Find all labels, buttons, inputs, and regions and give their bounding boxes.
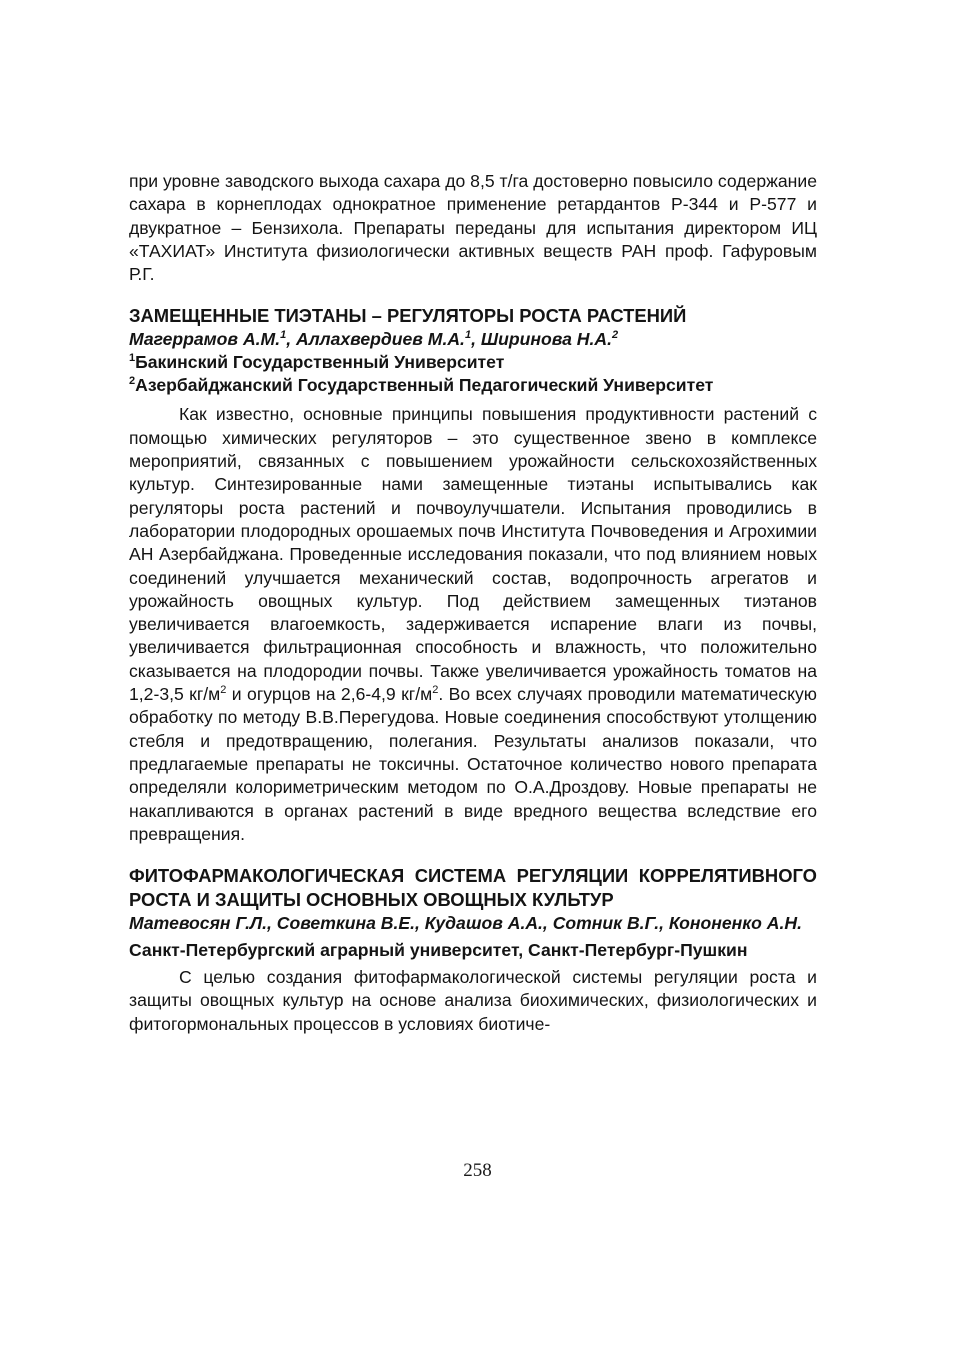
author-sep: , [286,329,296,350]
superscript: 2 [432,684,439,697]
article1-affiliation-1 [129,351,817,374]
article1-affiliation-2 [129,374,817,397]
article1-title: ЗАМЕЩЕННЫЕ ТИЭТАНЫ – РЕГУЛЯТОРЫ РОСТА РАСТЕНИЙ [129,305,687,327]
article2-authors: Матевосян Г.Л., Советкина В.Е., Кудашов А.А., Сотник В.Г., Кононенко А.Н. [129,913,802,934]
superscript: 2 [220,684,227,697]
article1-authors [129,328,817,351]
affiliation-sup: 1 [129,352,136,365]
body-text: и огурцов на 2,6-4,9 кг/м [226,684,433,705]
author-sep: , [471,329,481,350]
page-number: 258 [463,1160,492,1181]
body-text: . Во всех случаях проводили математическую обработку по методу В.В.Перегудова. Новые соединения способствуют утолщению стебля и предотвращению, полегания. Результаты анализов показали, что предлагаемые препараты не токсичны. Остаточное количество нового препарата определяли колориметрическим методом по О.А.Дроздову. Новые препараты не накапливаются в органах растений в виде вредного вещества вследствие его превращения. [129,684,817,844]
author-sup: 1 [464,329,472,342]
author-name: Аллахвердиев М.А. [296,329,465,350]
intro-paragraph: при уровне заводского выхода сахара до 8,5 т/га достоверно повысило содержание сахара в корнеплодах однократное применение ретардантов Р-344 и Р-577 и двукратное – Бензихола. Препараты переданы для испытания директором ИЦ «ТАХИАТ» Института физиологически активных веществ РАН проф. Гафуровым Р.Г. [129,171,817,285]
author-name: Магеррамов А.М. [129,329,281,350]
author-sup: 1 [280,329,287,342]
author-name: Ширинова Н.А. [480,329,612,350]
body-text: Как известно, основные принципы повышения продуктивности растений с помощью химических регуляторов – это существенное звено в комплексе мероприятий, связанных с повышением урожайности сельскохозяйственных культур. Синтезированные нами замещенные тиэтаны испытывались как регуляторы роста растений и почвоулучшатели. Испытания проводились в лаборатории плодородных орошаемых почв Института Почвоведения и Агрохимии АН Азербайджана. Проведенные исследования показали, что под влиянием новых соединений улучшается механический состав, водопрочность агрегатов и урожайность овощных культур. Под действием замещенных тиэтанов увеличивается влагоемкость, задерживается испарение влаги из почвы, увеличивается фильтрационная способность и влажность, что положительно сказывается на плодородии почвы. Также увеличивается урожайность томатов на 1,2-3,5 кг/м [129,404,817,705]
article2-title: ФИТОФАРМАКОЛОГИЧЕСКАЯ СИСТЕМА РЕГУЛЯЦИИ КОРРЕЛЯТИВНОГО РОСТА И ЗАЩИТЫ ОСНОВНЫХ ОВОЩНЫХ КУЛЬТУР [129,865,817,911]
article2-body: С целью создания фитофармакологической системы регуляции роста и защиты овощных культур на основе анализа биохимических, физиологических и фитогормональных процессов в условиях биотиче- [129,967,817,1034]
article2-affiliation: Санкт-Петербургский аграрный университет, Санкт-Петербург-Пушкин [129,940,748,961]
article1-body [129,403,817,846]
affiliation-sup: 2 [129,375,136,388]
page-body [129,170,817,1036]
affiliation-name: Бакинский Государственный Университет [135,352,505,373]
affiliation-name: Азербайджанский Государственный Педагогический Университет [135,375,714,396]
author-sup: 2 [611,329,619,342]
